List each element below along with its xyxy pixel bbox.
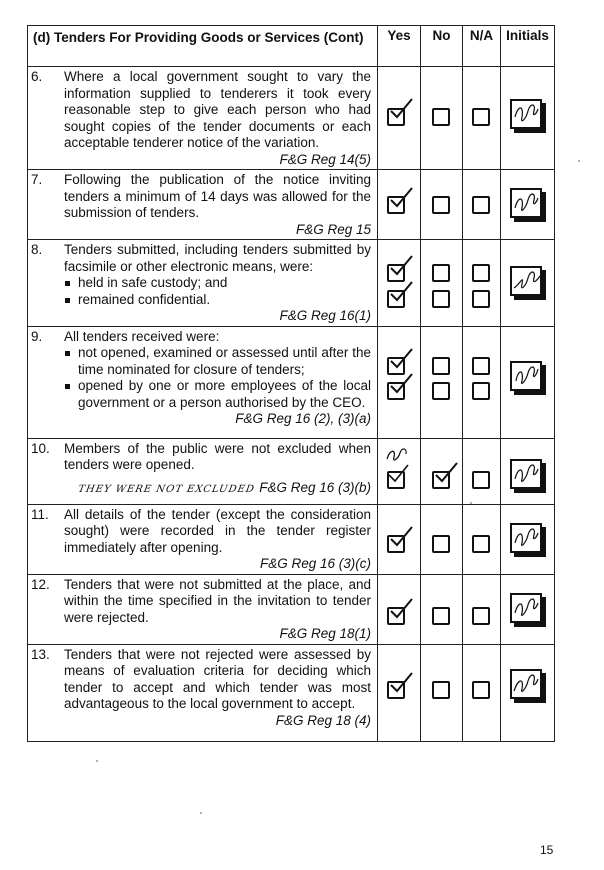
initials-box[interactable] xyxy=(510,459,542,489)
yes-cell xyxy=(378,438,421,504)
initials-cell xyxy=(501,326,555,438)
list-item: opened by one or more employees of the local government or a person authorised by the CEO. xyxy=(64,378,371,411)
no-checkbox[interactable] xyxy=(432,535,450,553)
regulation-ref: F&G Reg 15 xyxy=(295,221,371,237)
initials-signature-icon xyxy=(510,591,544,623)
no-checkbox[interactable] xyxy=(432,196,450,214)
initials-box[interactable] xyxy=(510,523,542,553)
item-6 xyxy=(28,67,378,170)
table-row xyxy=(28,644,555,741)
list-item: held in safe custody; and xyxy=(64,275,371,292)
initials-signature-icon xyxy=(510,359,544,391)
item-8 xyxy=(28,240,378,327)
na-checkbox[interactable] xyxy=(472,264,490,282)
na-checkbox[interactable] xyxy=(472,471,490,489)
item-11 xyxy=(28,504,378,574)
yes-cell xyxy=(378,240,421,327)
check-mark-icon xyxy=(388,97,414,119)
table-row xyxy=(28,67,555,170)
yes-cell xyxy=(378,504,421,574)
na-checkbox[interactable] xyxy=(472,357,490,375)
handwritten-note: THEY WERE NOT EXCLUDED xyxy=(77,483,256,495)
item-number: 13. xyxy=(31,646,50,662)
regulation-ref: F&G Reg 18(1) xyxy=(279,626,371,641)
section-title: (d) Tenders For Providing Goods or Services (Cont) xyxy=(28,26,378,67)
scan-speck xyxy=(470,502,472,504)
bullet-list xyxy=(64,345,371,411)
na-cell xyxy=(463,504,501,574)
initials-box[interactable] xyxy=(510,669,542,699)
no-cell xyxy=(421,574,463,644)
table-row xyxy=(28,326,555,438)
tender-checklist-table xyxy=(27,25,555,742)
no-cell xyxy=(421,504,463,574)
initials-cell xyxy=(501,67,555,170)
item-text: All details of the tender (except the consideration sought) were recorded in the tender register immediately after opening. xyxy=(64,506,371,555)
initials-box[interactable] xyxy=(510,99,542,129)
no-cell xyxy=(421,240,463,327)
na-checkbox[interactable] xyxy=(472,535,490,553)
no-checkbox[interactable] xyxy=(432,108,450,126)
no-cell xyxy=(421,170,463,240)
item-text: Following the publication of the notice inviting tenders a minimum of 14 days was allowed for the submission of tenders. xyxy=(64,172,371,220)
item-text: All tenders received were: xyxy=(64,328,220,344)
initials-box[interactable] xyxy=(510,361,542,391)
no-checkbox[interactable] xyxy=(432,264,450,282)
check-mark-icon xyxy=(388,280,414,302)
check-mark-icon xyxy=(386,461,412,483)
no-checkbox[interactable] xyxy=(432,607,450,625)
regulation-ref: F&G Reg 16 (3)(c) xyxy=(259,556,371,571)
initials-cell xyxy=(501,170,555,240)
no-checkbox[interactable] xyxy=(432,382,450,400)
initials-signature-icon xyxy=(510,186,544,218)
initials-box[interactable] xyxy=(510,188,542,218)
no-column-header: No xyxy=(421,26,463,67)
regulation-ref: F&G Reg 16 (3)(b) xyxy=(259,479,371,495)
na-cell xyxy=(463,644,501,741)
na-checkbox[interactable] xyxy=(472,607,490,625)
na-checkbox[interactable] xyxy=(472,108,490,126)
no-cell xyxy=(421,438,463,504)
regulation-ref: F&G Reg 16 (2), (3)(a) xyxy=(235,411,371,426)
initials-signature-icon xyxy=(510,457,544,489)
item-text: Members of the public were not excluded when tenders were opened. xyxy=(64,440,371,472)
regulation-ref: F&G Reg 18 (4) xyxy=(275,712,371,728)
no-checkbox[interactable] xyxy=(432,357,450,375)
item-12 xyxy=(28,574,378,644)
na-cell xyxy=(463,170,501,240)
no-cell xyxy=(421,67,463,170)
initials-signature-icon xyxy=(510,97,544,129)
initials-cell xyxy=(501,438,555,504)
na-cell xyxy=(463,67,501,170)
na-cell xyxy=(463,574,501,644)
na-cell xyxy=(463,240,501,327)
check-mark-icon xyxy=(388,254,414,276)
item-text: Tenders submitted, including tenders submitted by facsimile or other electronic means, were: xyxy=(64,242,371,274)
yes-cell xyxy=(378,574,421,644)
initials-signature-icon xyxy=(510,667,544,699)
table-row xyxy=(28,574,555,644)
bullet-list xyxy=(64,275,371,308)
initials-cell xyxy=(501,504,555,574)
item-number: 11. xyxy=(31,506,49,522)
initials-signature-icon xyxy=(510,521,544,553)
no-cell xyxy=(421,326,463,438)
page-number: 15 xyxy=(540,843,554,857)
check-mark-icon xyxy=(388,671,414,693)
check-mark-icon xyxy=(388,186,414,208)
item-text: Tenders that were not submitted at the place, and within the time specified in the invitation to tender were rejected. xyxy=(64,576,371,625)
check-mark-icon xyxy=(388,347,414,369)
check-mark-icon xyxy=(433,461,459,483)
table-header-row xyxy=(28,26,555,67)
item-number: 10. xyxy=(31,440,50,456)
table-row xyxy=(28,170,555,240)
regulation-ref: F&G Reg 16(1) xyxy=(279,308,371,323)
na-cell xyxy=(463,326,501,438)
na-cell xyxy=(463,438,501,504)
item-7 xyxy=(28,170,378,240)
initials-cell xyxy=(501,240,555,327)
initials-column-header: Initials xyxy=(501,26,555,67)
initials-cell xyxy=(501,644,555,741)
item-10 xyxy=(28,438,378,504)
regulation-ref: F&G Reg 14(5) xyxy=(279,151,371,167)
no-checkbox[interactable] xyxy=(432,681,450,699)
item-number: 12. xyxy=(31,576,50,592)
scan-speck xyxy=(96,760,98,762)
initials-cell xyxy=(501,574,555,644)
table-row xyxy=(28,240,555,327)
yes-cell xyxy=(378,326,421,438)
check-mark-icon xyxy=(388,372,414,394)
item-9 xyxy=(28,326,378,438)
table-row xyxy=(28,438,555,504)
item-number: 8. xyxy=(31,242,43,257)
table-row xyxy=(28,504,555,574)
no-cell xyxy=(421,644,463,741)
na-checkbox[interactable] xyxy=(472,681,490,699)
na-column-header: N/A xyxy=(463,26,501,67)
yes-column-header: Yes xyxy=(378,26,421,67)
no-checkbox[interactable] xyxy=(432,290,450,308)
na-checkbox[interactable] xyxy=(472,290,490,308)
list-item: not opened, examined or assessed until after the time nominated for closure of tenders; xyxy=(64,345,371,378)
na-checkbox[interactable] xyxy=(472,382,490,400)
check-mark-icon xyxy=(388,525,414,547)
item-number: 6. xyxy=(31,69,43,84)
initials-box[interactable] xyxy=(510,266,542,296)
item-text: Where a local government sought to vary the information supplied to tenderers it took every reasonable step to give each person who had sought copies of the tender documents or each acceptable tenderer notice of the variation. xyxy=(64,69,371,150)
item-number: 7. xyxy=(31,172,43,187)
yes-cell xyxy=(378,67,421,170)
initials-box[interactable] xyxy=(510,593,542,623)
item-text: Tenders that were not rejected were assessed by means of evaluation criteria for deciding which tender to accept and which tender was most advantageous to the local government to accept. xyxy=(64,646,371,711)
item-13 xyxy=(28,644,378,741)
scan-speck xyxy=(200,812,202,814)
na-checkbox[interactable] xyxy=(472,196,490,214)
list-item: remained confidential. xyxy=(64,292,371,309)
scan-speck xyxy=(578,160,580,162)
yes-cell xyxy=(378,170,421,240)
check-mark-icon xyxy=(388,597,414,619)
item-number: 9. xyxy=(31,328,43,344)
yes-cell xyxy=(378,644,421,741)
initials-signature-icon xyxy=(510,264,544,296)
